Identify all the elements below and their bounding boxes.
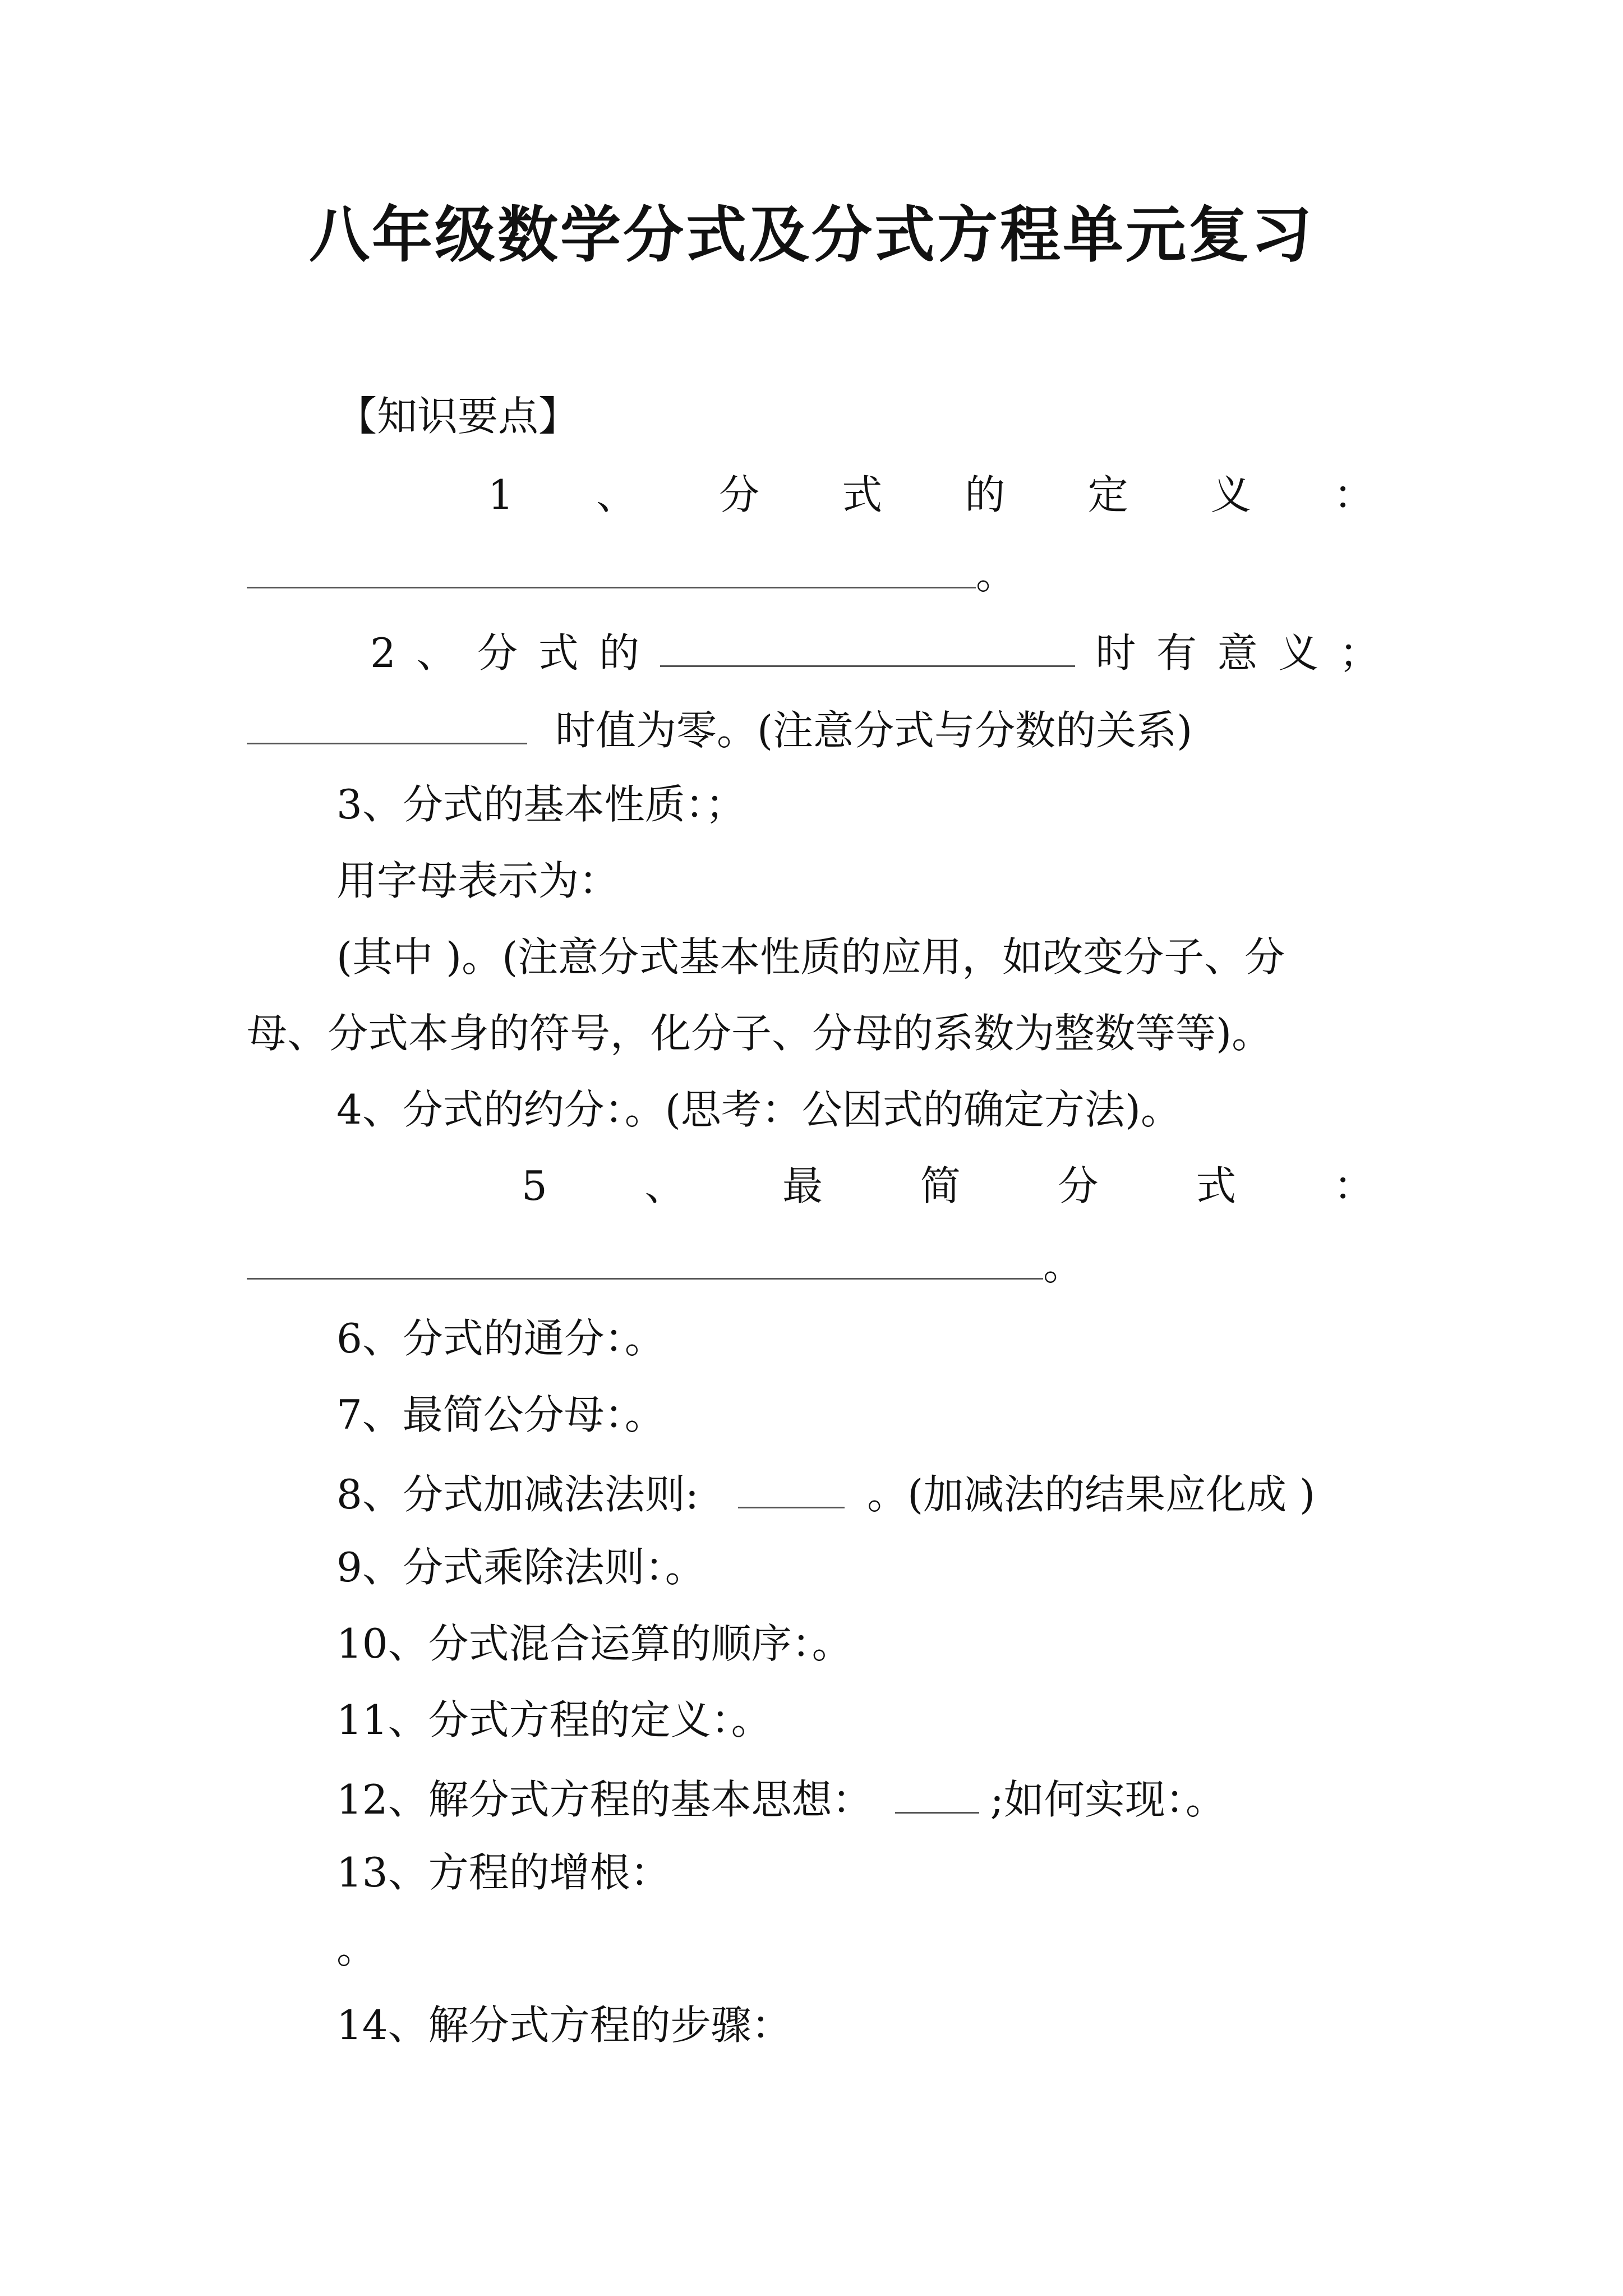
fill-in-blank[interactable]: [247, 1234, 1043, 1280]
item-12-suffix: ;如何实现：。: [990, 1776, 1226, 1823]
item-5-answer-line: [247, 1234, 1083, 1294]
item-1-period: 。: [976, 551, 1017, 598]
item-5-heading: [522, 1158, 1374, 1214]
item-3: 3、分式的基本性质：；: [336, 781, 746, 828]
item-2-text: 时值为零。(注意分式与分数的关系): [555, 707, 1193, 754]
fill-in-blank[interactable]: [895, 1768, 979, 1814]
item-1-answer-line: [247, 543, 1016, 602]
item-1-char: 式: [842, 471, 883, 518]
item-1-char: 的: [965, 471, 1006, 518]
item-2-char: 的: [599, 629, 640, 677]
item-2-line-2: [247, 699, 1192, 758]
item-2-char: 分: [477, 629, 518, 677]
item-1-char: 1: [488, 471, 514, 518]
item-5-char: ：: [1333, 1162, 1374, 1209]
item-3-note-2: 母、分式本身的符号，化分子、分母的系数为整数等等)。: [247, 1010, 1272, 1057]
item-3-note-1: (其中 )。(注意分式基本性质的应用，如改变分子、分: [336, 933, 1285, 981]
item-14: 14、解分式方程的步骤：: [336, 2001, 792, 2049]
fill-in-blank[interactable]: [247, 543, 976, 588]
item-11: 11、分式方程的定义：。: [336, 1696, 772, 1743]
item-5-char: 、: [644, 1162, 685, 1209]
fill-in-blank[interactable]: [738, 1463, 845, 1508]
item-2-char: 义: [1278, 629, 1319, 677]
item-5-char: 分: [1058, 1162, 1099, 1209]
item-12: [336, 1768, 1226, 1828]
item-8: [336, 1463, 1315, 1522]
item-5-char: 式: [1196, 1162, 1237, 1209]
item-12-prefix: 12、解分式方程的基本思想：: [336, 1776, 873, 1823]
item-3-sub: 用字母表示为：: [336, 857, 620, 904]
item-5-char: 最: [782, 1162, 823, 1209]
item-2-line-1: [370, 622, 1380, 681]
item-8-prefix: 8、分式加减法法则:: [336, 1471, 699, 1518]
item-13-end: 。: [336, 1925, 377, 1972]
item-8-suffix: 。(加减法的结果应化成 ): [867, 1471, 1316, 1518]
item-1-char: 、: [596, 471, 637, 518]
item-2-char: 意: [1217, 629, 1258, 677]
item-2-char: 、: [416, 629, 457, 677]
fill-in-blank[interactable]: [660, 622, 1075, 667]
item-4: 4、分式的约分：。(思考：公因式的确定方法)。: [336, 1086, 1181, 1133]
item-1-char: 义: [1210, 471, 1251, 518]
item-9: 9、分式乘除法则：。: [336, 1544, 706, 1591]
item-10: 10、分式混合运算的顺序：。: [336, 1620, 852, 1667]
fill-in-blank[interactable]: [247, 699, 527, 744]
item-7: 7、最简公分母：。: [336, 1391, 665, 1438]
item-2-char: 有: [1156, 629, 1197, 677]
item-5-char: 5: [522, 1162, 547, 1209]
item-1-char: 定: [1087, 471, 1128, 518]
item-13: 13、方程的增根：: [336, 1849, 671, 1896]
item-5-char: 简: [920, 1162, 961, 1209]
item-1-char: ：: [1333, 471, 1374, 518]
section-heading: 【知识要点】: [336, 393, 579, 440]
item-2-char: ；: [1339, 629, 1380, 677]
item-2-char: 2: [370, 629, 396, 677]
item-5-period: 。: [1043, 1242, 1084, 1289]
item-2-char: 式: [538, 629, 579, 677]
item-6: 6、分式的通分：。: [336, 1315, 665, 1362]
item-1-heading: [488, 467, 1374, 523]
page-title: 八年级数学分式及分式方程单元复习: [308, 200, 1314, 270]
item-1-char: 分: [719, 471, 760, 518]
item-2-char: 时: [1095, 629, 1136, 677]
